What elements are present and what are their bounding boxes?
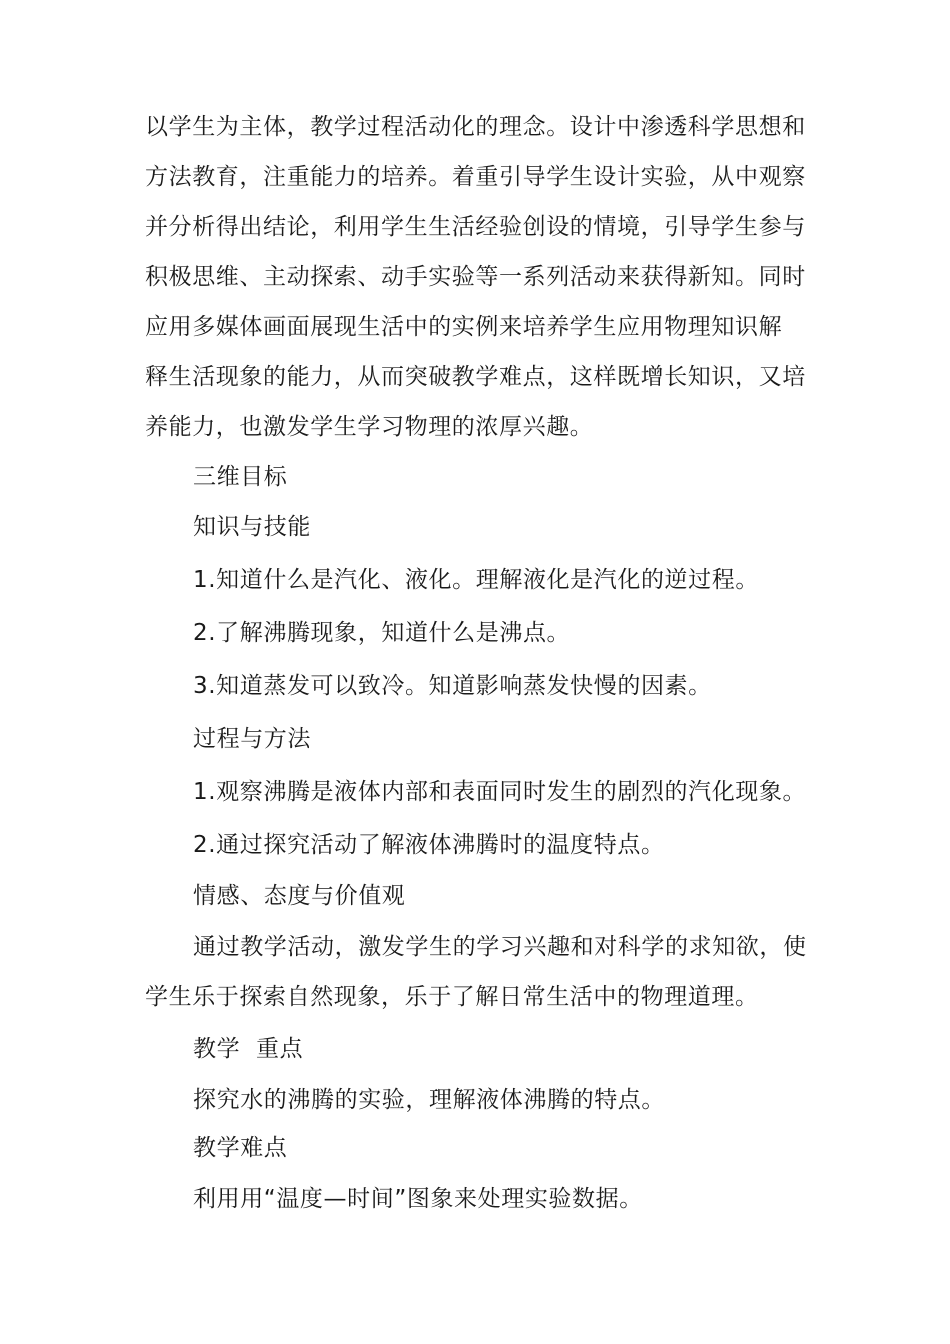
process-item: 1.观察沸腾是液体内部和表面同时发生的剧烈的汽化现象。 (193, 779, 807, 805)
knowledge-heading: 知识与技能 (193, 514, 311, 540)
knowledge-item: 3.知道蒸发可以致冷。知道影响蒸发快慢的因素。 (193, 673, 712, 699)
intro-line: 以学生为主体，教学过程活动化的理念。设计中渗透科学思想和 (145, 114, 806, 140)
intro-line: 积极思维、主动探索、动手实验等一系列活动来获得新知。同时 (145, 264, 806, 290)
key-point-text: 探究水的沸腾的实验，理解液体沸腾的特点。 (193, 1087, 665, 1113)
process-item: 2.通过探究活动了解液体沸腾时的温度特点。 (193, 832, 665, 858)
intro-line: 养能力，也激发学生学习物理的浓厚兴趣。 (145, 414, 594, 440)
difficulty-heading: 教学难点 (193, 1135, 288, 1161)
key-point-heading: 教学 重点 (193, 1036, 304, 1062)
knowledge-item: 1.知道什么是汽化、液化。理解液化是汽化的逆过程。 (193, 567, 759, 593)
emotion-heading: 情感、态度与价值观 (193, 883, 406, 909)
process-heading: 过程与方法 (193, 726, 311, 752)
three-goals-heading: 三维目标 (193, 464, 288, 490)
intro-line: 应用多媒体画面展现生活中的实例来培养学生应用物理知识解 (145, 314, 783, 340)
emotion-line: 通过教学活动，激发学生的学习兴趣和对科学的求知欲，使 (193, 934, 807, 960)
intro-line: 释生活现象的能力，从而突破教学难点，这样既增长知识，又培 (145, 364, 806, 390)
intro-line: 并分析得出结论，利用学生生活经验创设的情境，引导学生参与 (145, 214, 806, 240)
knowledge-item: 2.了解沸腾现象，知道什么是沸点。 (193, 620, 571, 646)
intro-line: 方法教育，注重能力的培养。着重引导学生设计实验，从中观察 (145, 164, 806, 190)
difficulty-text: 利用用“温度—时间”图象来处理实验数据。 (193, 1186, 643, 1212)
emotion-line: 学生乐于探索自然现象，乐于了解日常生活中的物理道理。 (145, 984, 759, 1010)
